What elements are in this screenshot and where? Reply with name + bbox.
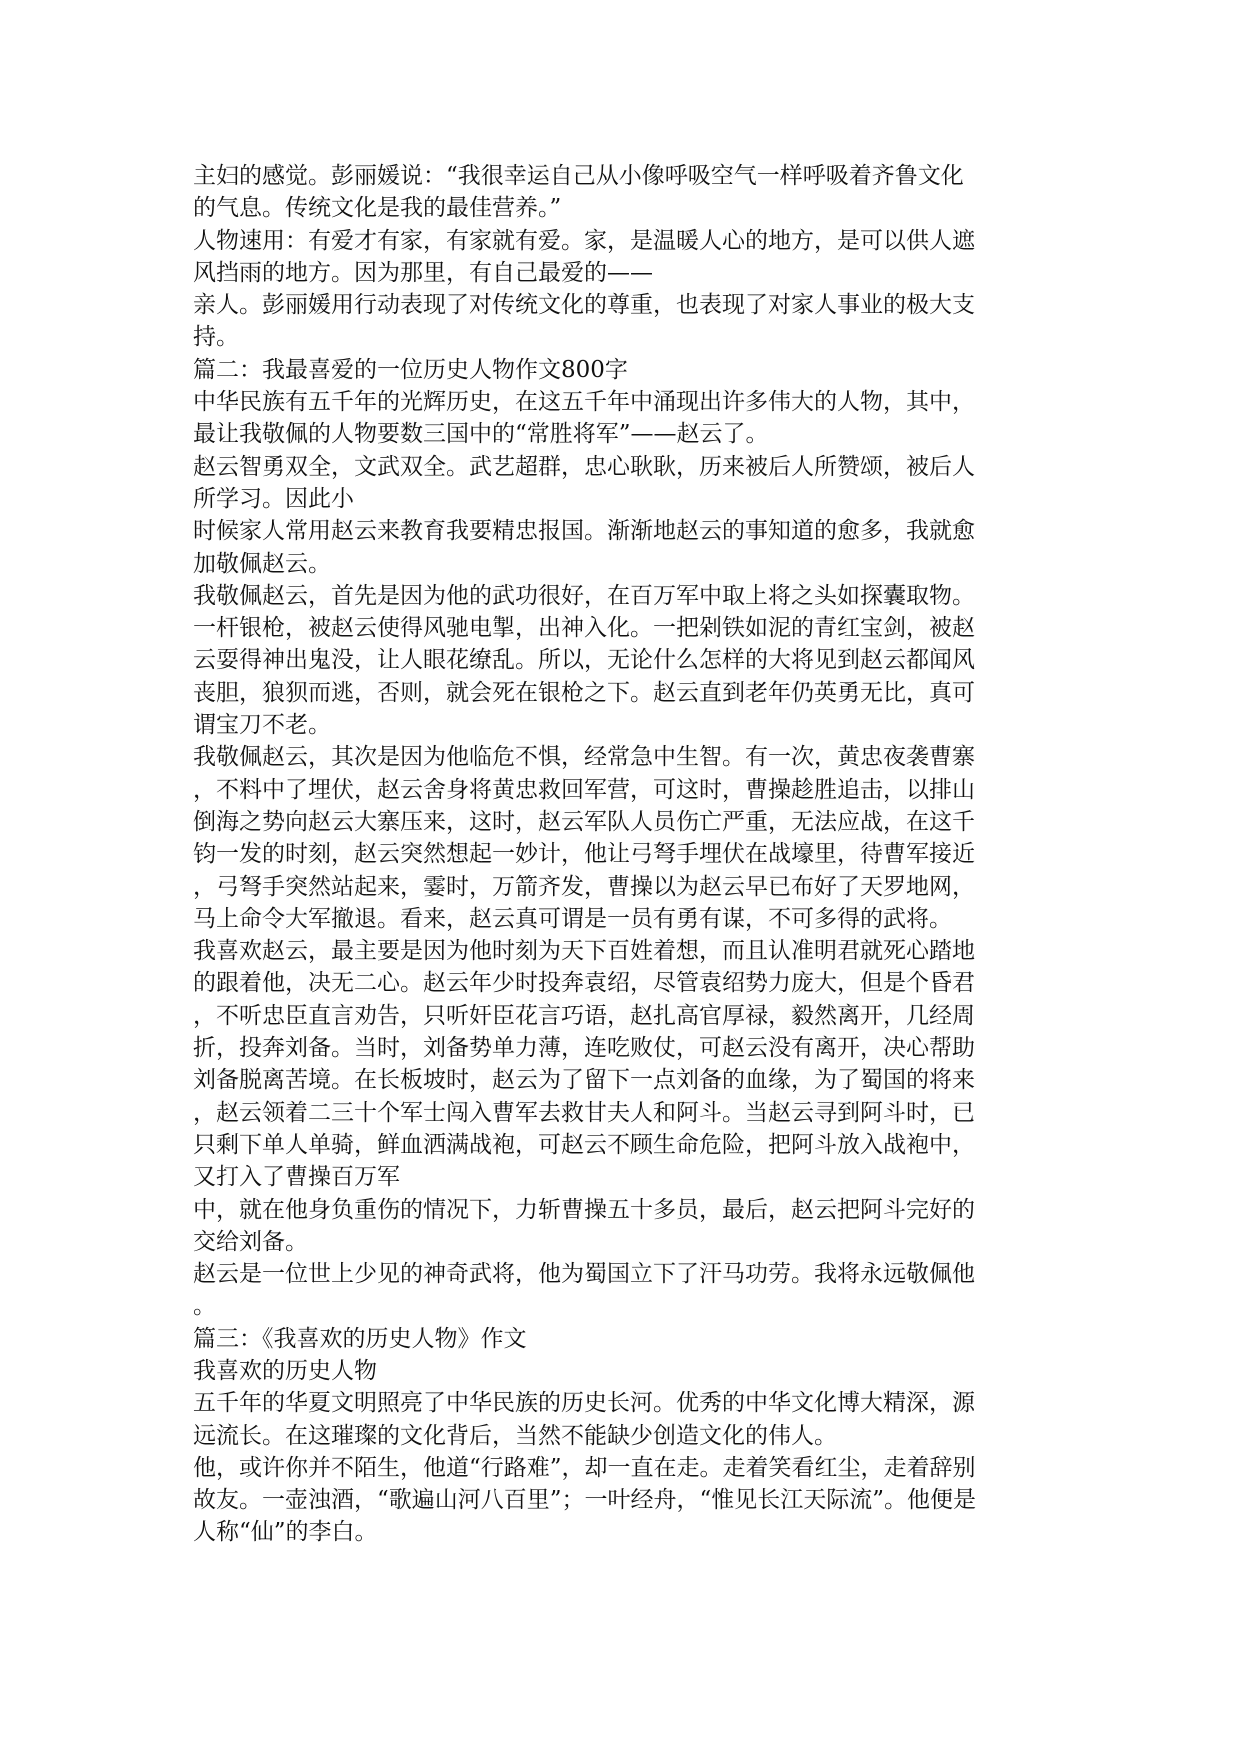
text-line: 我敬佩赵云，其次是因为他临危不惧，经常急中生智。有一次，黄忠夜袭曹寨 — [193, 744, 975, 771]
text-line: 亲人。彭丽媛用行动表现了对传统文化的尊重，也表现了对家人事业的极大支 — [193, 292, 975, 319]
text-line: 刘备脱离苦境。在长板坡时，赵云为了留下一点刘备的血缘，为了蜀国的将来 — [193, 1067, 975, 1094]
text-line: 钧一发的时刻，赵云突然想起一妙计，他让弓弩手埋伏在战壕里，待曹军接近 — [193, 841, 975, 868]
text-line: 云耍得神出鬼没，让人眼花缭乱。所以，无论什么怎样的大将见到赵云都闻风 — [193, 647, 975, 674]
text-line: 我敬佩赵云，首先是因为他的武功很好，在百万军中取上将之头如探囊取物。 — [193, 582, 975, 609]
text-line: 最让我敬佩的人物要数三国中的“常胜将军”——赵云了。 — [193, 421, 769, 448]
text-line: 折，投奔刘备。当时，刘备势单力薄，连吃败仗，可赵云没有离开，决心帮助 — [193, 1035, 975, 1062]
text-line: 又打入了曹操百万军 — [193, 1164, 400, 1191]
text-line: 丧胆，狼狈而逃，否则，就会死在银枪之下。赵云直到老年仍英勇无比，真可 — [193, 679, 975, 706]
text-line: 交给刘备。 — [193, 1228, 308, 1255]
text-line: 一杆银枪，被赵云使得风驰电掣，出神入化。一把剁铁如泥的青红宝剑，被赵 — [193, 615, 975, 642]
text-line: ，赵云领着二三十个军士闯入曹军去救甘夫人和阿斗。当赵云寻到阿斗时，已 — [193, 1099, 975, 1126]
text-line: 马上命令大军撤退。看来，赵云真可谓是一员有勇有谋，不可多得的武将。 — [193, 905, 952, 932]
text-line: 倒海之势向赵云大寨压来，这时，赵云军队人员伤亡严重，无法应战，在这千 — [193, 808, 975, 835]
text-line: 风挡雨的地方。因为那里，有自己最爱的—— — [193, 259, 653, 286]
text-line: 的气息。传统文化是我的最佳营养。” — [193, 195, 562, 222]
text-line: 所学习。因此小 — [193, 485, 354, 512]
text-line: 只剩下单人单骑，鲜血洒满战袍，可赵云不顾生命危险，把阿斗放入战袍中， — [193, 1131, 975, 1158]
text-line: 人物速用：有爱才有家，有家就有爱。家，是温暖人心的地方，是可以供人遮 — [193, 227, 975, 254]
text-line: 持。 — [193, 324, 239, 351]
text-line: 时候家人常用赵云来教育我要精忠报国。渐渐地赵云的事知道的愈多，我就愈 — [193, 518, 975, 545]
text-line: 赵云是一位世上少见的神奇武将，他为蜀国立下了汗马功劳。我将永远敬佩他 — [193, 1261, 975, 1288]
text-line: ，弓弩手突然站起来，霎时，万箭齐发，曹操以为赵云早已布好了天罗地网， — [193, 873, 975, 900]
text-line: 篇三：《我喜欢的历史人物》作文 — [193, 1325, 527, 1352]
text-line: 谓宝刀不老。 — [193, 712, 331, 739]
text-line: 赵云智勇双全，文武双全。武艺超群，忠心耿耿，历来被后人所赞颂，被后人 — [193, 453, 975, 480]
text-line: ，不听忠臣直言劝告，只听奸臣花言巧语，赵扎高官厚禄，毅然离开，几经周 — [193, 1002, 975, 1029]
text-line: 主妇的感觉。彭丽媛说：“我很幸运自己从小像呼吸空气一样呼吸着齐鲁文化 — [193, 163, 964, 189]
text-line: 他，或许你并不陌生，他道“行路难”，却一直在走。走着笑看红尘，走着辞别 — [193, 1454, 976, 1481]
text-line: 篇二：我最喜爱的一位历史人物作文800字 — [193, 356, 628, 383]
text-line: 五千年的华夏文明照亮了中华民族的历史长河。优秀的中华文化博大精深，源 — [193, 1390, 975, 1417]
text-line: 远流长。在这璀璨的文化背后，当然不能缺少创造文化的伟人。 — [193, 1422, 837, 1449]
text-line: 中华民族有五千年的光辉历史，在这五千年中涌现出许多伟大的人物，其中， — [193, 389, 975, 416]
text-line: 我喜欢赵云，最主要是因为他时刻为天下百姓着想，而且认准明君就死心踏地 — [193, 938, 975, 965]
text-line: 的跟着他，决无二心。赵云年少时投奔袁绍，尽管袁绍势力庞大，但是个昏君 — [193, 970, 975, 997]
text-line: 中，就在他身负重伤的情况下，力斩曹操五十多员，最后，赵云把阿斗完好的 — [193, 1196, 975, 1223]
text-line: 。 — [193, 1293, 216, 1320]
document-body — [193, 160, 1053, 1549]
text-line: 故友。一壶浊酒，“歌遍山河八百里”；一叶经舟，“惟见长江天际流”。他便是 — [193, 1487, 977, 1514]
text-line: 我喜欢的历史人物 — [193, 1357, 377, 1384]
text-line: 加敬佩赵云。 — [193, 550, 331, 577]
text-line: ，不料中了埋伏，赵云舍身将黄忠救回军营，可这时，曹操趁胜追击，以排山 — [193, 776, 975, 803]
text-line: 人称“仙”的李白。 — [193, 1519, 378, 1546]
